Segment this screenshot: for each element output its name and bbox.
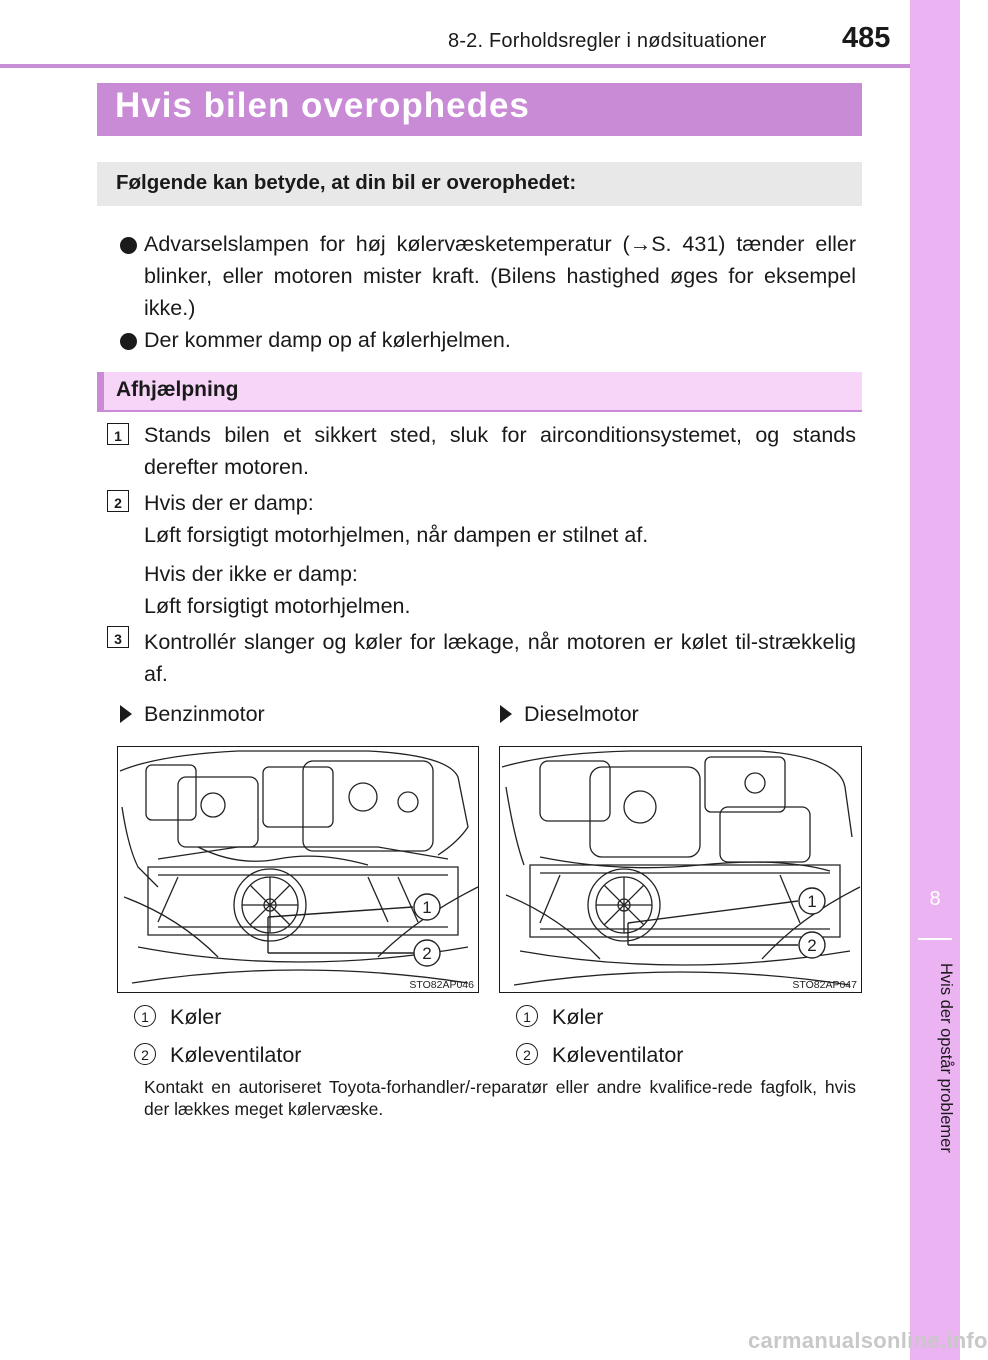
legend-text: Køler [552,1005,604,1029]
legend-number: 2 [134,1043,156,1065]
chapter-title: Hvis der opstår problemer [937,963,955,1153]
step-text-3: Kontrollér slanger og køler for lækage, når motoren er kølet til-strækkelig af. [144,630,856,686]
chapter-number: 8 [929,888,941,910]
subtitle: Følgende kan betyde, at din bil er overophedet: [116,171,577,194]
callout-2-label: 2 [422,944,432,963]
step-number-3: 3 [107,626,129,648]
callout-1-label: 1 [422,898,432,917]
legend-text: Køleventilator [170,1043,302,1067]
engine-drawing [500,747,863,994]
remedy-rule [97,410,862,412]
callout-2-label: 2 [807,936,817,955]
step-text-2b-line1: Hvis der ikke er damp: [144,562,358,586]
figure-label-diesel: Dieselmotor [524,702,639,726]
legend-number: 1 [516,1005,538,1027]
image-code: STO82AP047 [792,979,857,991]
section-header: 8-2. Forholdsregler i nødsituationer [448,30,767,52]
legend-text: Køler [170,1005,222,1029]
legend-number: 1 [134,1005,156,1027]
step-text-2a-line2: Løft forsigtigt motorhjelmen, når dampen er stilnet af. [144,523,649,547]
header-rule [0,64,910,68]
bullet-icon [120,333,137,350]
legend-number: 2 [516,1043,538,1065]
page-number: 485 [842,22,891,54]
step-number-2: 2 [107,490,129,512]
remedy-heading: Afhjælpning [116,378,239,401]
figure-label-petrol: Benzinmotor [144,702,265,726]
triangle-bullet-icon [500,705,512,723]
engine-illustration-diesel [499,746,862,993]
page-title: Hvis bilen overophedes [115,86,530,125]
step-text-2a-line1: Hvis der er damp: [144,491,314,515]
triangle-bullet-icon [120,705,132,723]
side-tab-divider [918,938,952,940]
bullet-text-1: Advarselslampen for høj kølervæsketemperatur (→S. 431) tænder eller blinker, eller motoren mister kraft. (Bilens hastighed øges for eksempel ikke.) [144,232,856,320]
watermark: carmanualsonline.info [748,1328,988,1353]
bullet-text-2: Der kommer damp op af kølerhjelmen. [144,328,511,352]
note-text: Kontakt en autoriseret Toyota-forhandler/-reparatør eller andre kvalifice-rede fagfolk, hvis der lækkes meget kølervæske. [144,1077,856,1119]
step-number-1: 1 [107,423,129,445]
engine-illustration-petrol [117,746,479,993]
callout-1-label: 1 [807,892,817,911]
remedy-accent [97,372,104,410]
step-text-2b-line2: Løft forsigtigt motorhjelmen. [144,594,411,618]
bullet-icon [120,237,137,254]
engine-drawing [118,747,480,994]
step-text-1: Stands bilen et sikkert sted, sluk for airconditionsystemet, og stands derefter motoren. [144,423,856,479]
legend-text: Køleventilator [552,1043,684,1067]
image-code: STO82AP046 [409,979,474,991]
